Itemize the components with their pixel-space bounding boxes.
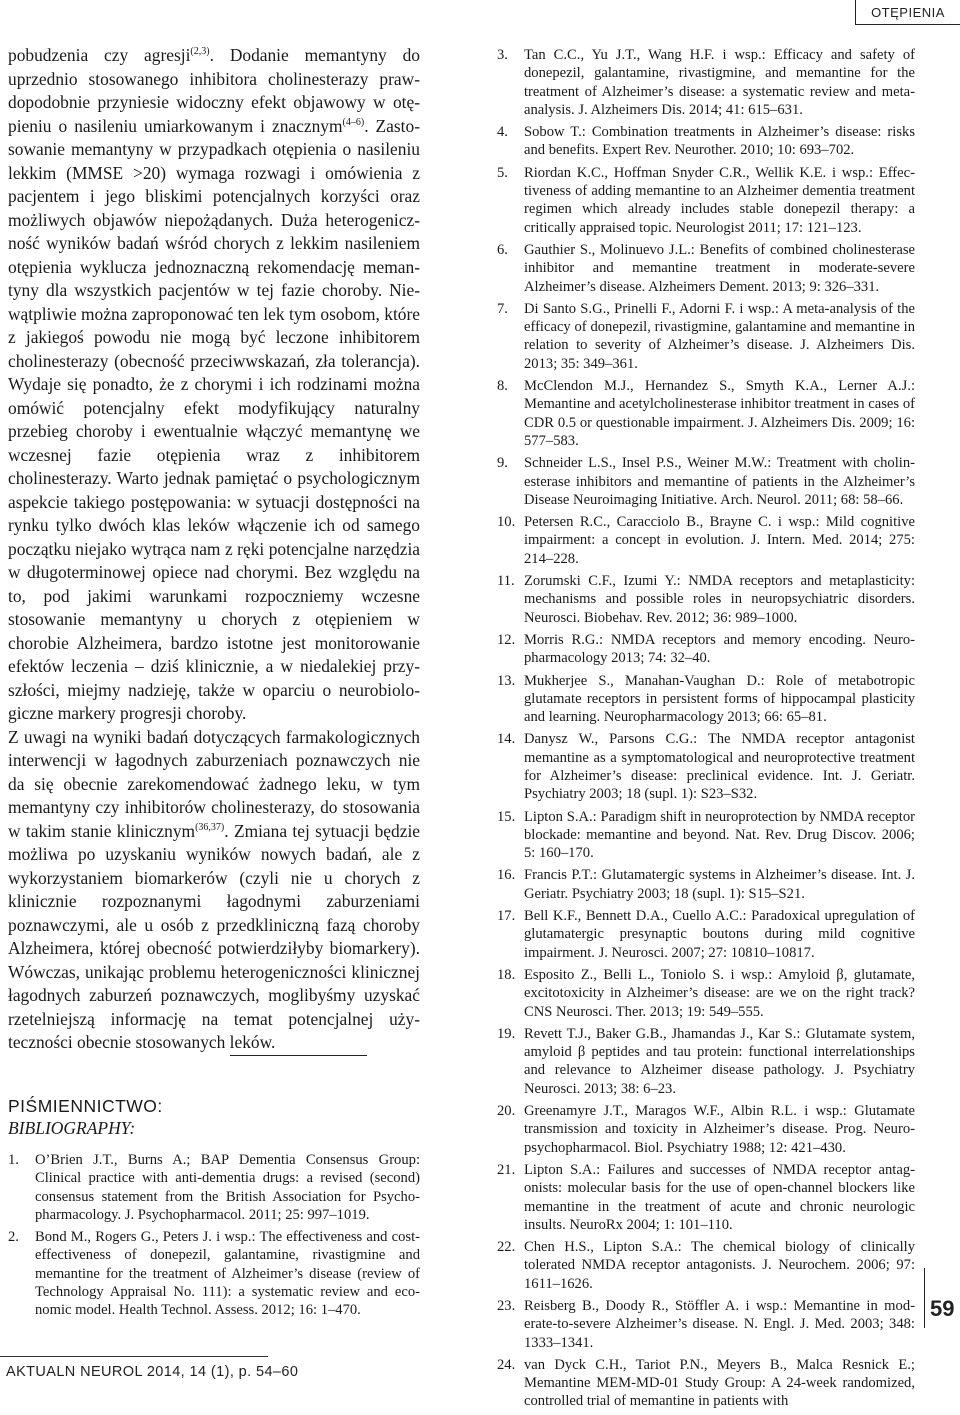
reference-item [497, 572, 915, 627]
body-text [8, 44, 420, 1055]
reference-text: Riordan K.C., Hoffman Snyder C.R., Wellik K.E. i wsp.: Effectiveness of adding memantine to an Alzheimer dementia treatment regimen which already includes stable donepezil therapy: a critically appraised topic. Neurologist 2011; 17: 121–123. [524, 164, 915, 236]
reference-item [497, 631, 915, 668]
reference-item [497, 1102, 915, 1157]
reference-item [497, 123, 915, 160]
footer-rule [0, 1356, 268, 1357]
reference-text: Lipton S.A.: Paradigm shift in neuroprotection by NMDA receptor blockade: memantine and beyond. Nat. Rev. Drug Discov. 2006; 5: 160–170. [524, 808, 915, 862]
reference-item [497, 730, 915, 803]
reference-item [497, 46, 915, 119]
reference-text: Zorumski C.F., Izumi Y.: NMDA receptors and metaplasticity: mechanisms and possible roles in neuropsychiatric disorders. Neurosci. Biobehav. Rev. 2012; 36: 989–1000. [524, 573, 915, 626]
reference-item [497, 513, 915, 568]
bibliography-heading-en: BIBLIOGRAPHY: [8, 1118, 136, 1138]
journal-citation: AKTUALN NEUROL 2014, 14 (1), p. 54–60 [6, 1364, 299, 1380]
reference-text: Petersen R.C., Caracciolo B., Brayne C. i wsp.: Mild cognitive impairment: a concept in evolution. J. Intern. Med. 2014; 275: 214–228. [524, 514, 915, 567]
reference-text: Mukherjee S., Manahan-Vaughan D.: Role of metabotropic glutamate receptors in persistent forms of hippocampal plasticity and learning. Neuropharmacology 2013; 66: 65–81. [524, 672, 915, 726]
reference-number: 8. [497, 378, 508, 395]
reference-item [497, 1161, 915, 1234]
reference-item [497, 1238, 915, 1293]
reference-number: 1. [8, 1152, 19, 1168]
reference-number: 6. [497, 241, 508, 258]
section-title: OTĘPIENIA [871, 4, 945, 20]
reference-text: Morris R.G.: NMDA receptors and memory encoding. Neuropharmacology 2013; 74: 32–40. [524, 631, 915, 667]
reference-text: Chen H.S., Lipton S.A.: The chemical biology of clinically tolerated NMDA receptor antagonists. J. Neurochem. 2006; 97: 1611–1626. [524, 1239, 915, 1292]
citation-superscript: (4–6) [342, 116, 365, 128]
citation-superscript: (36,37) [195, 821, 225, 833]
reference-item [8, 1228, 420, 1319]
reference-item [497, 377, 915, 450]
reference-text: Reisberg B., Doody R., Stöffler A. i wsp.: Memantine in moderate-to-severe Alzheimer’s disease. N. Engl. J. Med. 2003; 348: 1333–1341. [524, 1298, 915, 1351]
reference-number: 17. [497, 908, 516, 925]
reference-text: Sobow T.: Combination treatments in Alzheimer’s disease: risks and benefits. Expert Rev. Neurother. 2010; 10: 693–702. [524, 124, 915, 159]
reference-number: 11. [497, 573, 515, 590]
reference-text: Di Santo S.G., Prinelli F., Adorni F. i wsp.: A meta-analysis of the efficacy of donepezil, rivastigmine, galantamine and memantine in relation to severity of Alzheimer’s disease. J. Alzheimers Dis. 2013; 35: 349–361. [524, 300, 915, 372]
reference-number: 21. [497, 1161, 516, 1178]
reference-item [497, 454, 915, 509]
reference-number: 12. [497, 631, 516, 648]
reference-list-left [8, 1151, 420, 1324]
reference-number: 19. [497, 1025, 516, 1042]
reference-number: 13. [497, 672, 516, 689]
citation-superscript: (2,3) [190, 46, 210, 58]
reference-number: 15. [497, 808, 516, 825]
reference-item [497, 866, 915, 903]
section-header [855, 0, 960, 25]
reference-number: 16. [497, 867, 516, 884]
reference-text: Bell K.F., Bennett D.A., Cuello A.C.: Paradoxical upregulation of glutamatergic presynaptic boutons during mild cognitive impairment. J. Neurosci. 2007; 27: 10810–10817. [524, 908, 915, 961]
section-divider [230, 1055, 367, 1056]
page-number-rule [924, 1268, 925, 1328]
reference-text: Lipton S.A.: Failures and successes of NMDA receptor antagonists: molecular basis for the use of open-channel blockers like memantine in the treatment of acute and chronic neurologic insults. NeuroRx 2004; 1: 101–110. [524, 1161, 915, 1233]
reference-item [497, 164, 915, 237]
page-number: 59 [930, 1296, 955, 1321]
reference-number: 4. [497, 124, 508, 141]
reference-text: Esposito Z., Belli L., Toniolo S. i wsp.: Amyloid β, glutamate, excitotoxicity in Alzheimer’s disease: are we on the right track? CNS Neurosci. Ther. 2013; 19: 549–555. [524, 966, 915, 1020]
reference-number: 14. [497, 731, 516, 748]
reference-text: O’Brien J.T., Burns A.; BAP Dementia Consensus Group: Clinical practice with anti-dementia drugs: a revised (second) consensus statement from the British Association for Psychopharmacology. J. Psychopharmacol. 2011; 25: 997–1019. [35, 1152, 420, 1223]
reference-number: 23. [497, 1298, 516, 1314]
reference-number: 9. [497, 455, 508, 472]
reference-number: 22. [497, 1239, 516, 1256]
bibliography-heading-pl: PIŚMIENNICTWO: [8, 1096, 163, 1116]
reference-text: Greenamyre J.T., Maragos W.F., Albin R.L. i wsp.: Glutamate transmission and toxicity in Alzheimer’s disease. Prog. Neuropsychopharmacol. Biol. Psychiatry 1988; 12: 421–430. [524, 1103, 915, 1156]
reference-text: Danysz W., Parsons C.G.: The NMDA receptor antagonist memantine as a symptomatological and neuroprotective treatment for Alzheimer’s disease: preclinical evidence. Int. J. Geriatr. Psychiatry 2003; 18 (supl. 1): S23–S32. [524, 731, 915, 803]
reference-item [8, 1151, 420, 1224]
reference-item [497, 907, 915, 962]
reference-text: Schneider L.S., Insel P.S., Weiner M.W.: Treatment with cholinesterase inhibitors and memantine of patients in the Alzheimer’s Disease Neuroimaging Initiative. Arch. Neurol. 2011; 68: 58–66. [524, 455, 915, 508]
reference-number: 7. [497, 300, 508, 317]
reference-number: 5. [497, 164, 508, 181]
reference-item [497, 966, 915, 1021]
body-paragraph: Z uwagi na wyniki badań dotyczących farmakologicznych interwencji w łagodnych zaburzeniach poznawczych nie da się obecnie zarekomendować żadnego leku, w tym memantyny czy inhibitorów cholinesterazy, do stosowania w takim stanie klinicznym$^{(36,37)}$. Zmiana tej sytuacji będzie możliwa po uzyskaniu wyników nowych badań, ale z wykorzystaniem biomarkerów (czyli nie u chorych z klinicznie rozpoznanymi łagodnymi zaburzeniami poznawczymi, ale u osób z przedkliniczną fazą choroby Alzheimera, której obecność potwierdziłyby biomarkery). Wówczas, unikając problemu heterogeniczności klinicznej łagodnych zaburzeń poznawczych, moglibyśmy uzyskać rzetelniejszą informację na temat potencjalnej użyteczności obecnie stosowanych leków. [8, 726, 420, 1052]
reference-item [497, 241, 915, 296]
bibliography-heading [8, 1095, 308, 1139]
reference-text: van Dyck C.H., Tariot P.N., Meyers B., Malca Resnick E.; Memantine MEM-MD-01 Study Group: A 24-week randomized, controlled trial of memantine in patients with [524, 1356, 915, 1410]
reference-item [497, 1025, 915, 1098]
reference-text: Tan C.C., Yu J.T., Wang H.F. i wsp.: Efficacy and safety of donepezil, galantamine, rivastigmine, and memantine for the treatment of Alzheimer’s disease: a systematic review and meta-analysis. J. Alzheimers Dis. 2014; 41: 615–631. [524, 47, 915, 118]
reference-number: 10. [497, 514, 516, 531]
reference-text: Revett T.J., Baker G.B., Jhamandas J., Kar S.: Glutamate system, amyloid β peptides and tau protein: functional interrelationships and relevance to Alzheimer disease pathology. J. Psychiatry Neurosci. 2013; 38: 6–23. [524, 1025, 915, 1097]
body-paragraph: pobudzenia czy agresji$^{(2,3)}$. Dodanie memantyny do uprzednio stosowanego inhibitora cholinesterazy prawdopodobnie przyniesie widoczny efekt objawowy w otępieniu o nasileniu umiarkowanym i znacznym$^{(4-6)}$. Zastosowanie memantyny w przypadkach otępienia o nasileniu lekkim (MMSE >20) wymaga rozwagi i omówienia z pacjentem i jego bliskimi potencjalnych korzyści oraz możliwych objawów niepożądanych. Duża heterogeniczność wyników badań wśród chorych z lekkim nasileniem otępienia wyklucza jednoznaczną rekomendację memantyny dla wszystkich pacjentów w tej fazie choroby. Niewątpliwie można zaproponować ten lek tym osobom, które z jakiegoś powodu nie mogą być leczone inhibitorem cholinesterazy (obecność przeciwwskazań, zła tolerancja). Wydaje się ponadto, że z chorymi i ich rodzinami można omówić potencjalny efekt modyfikujący naturalny przebieg choroby i ewentualnie włączyć memantynę we wczesnej fazie otępienia wraz z inhibitorem cholinesterazy. Warto jednak pamiętać o psychologicznym aspekcie takiego postępowania: w sytuacji dostępności na rynku tylko dwóch klas leków włączenie ich od samego początku niejako wytrąca nam z ręki potencjalne narzędzia w długoterminowej opiece nad chorymi. Bez względu na to, pod jakimi warunkami rozpoczniemy wczesne stosowanie memantyny u chorych z otępieniem w chorobie Alzheimera, bardzo istotne jest monitorowanie efektów leczenia – dziś klinicznie, a w niedalekiej przyszłości, miejmy nadzieję, także w oparciu o neurobiologiczne markery progresji choroby. [8, 45, 420, 723]
reference-number: 24. [497, 1356, 516, 1373]
reference-item [497, 1356, 915, 1411]
reference-number: 18. [497, 966, 516, 983]
reference-number: 3. [497, 47, 508, 63]
reference-item [497, 300, 915, 373]
reference-item [497, 1297, 915, 1352]
reference-text: Francis P.T.: Glutamatergic systems in Alzheimer’s disease. Int. J. Geriatr. Psychiatry 2003; 18 (supl. 1): S15–S21. [524, 867, 915, 902]
reference-list-right [497, 46, 915, 1415]
reference-number: 2. [8, 1229, 19, 1246]
reference-item [497, 808, 915, 863]
reference-text: McClendon M.J., Hernandez S., Smyth K.A., Lerner A.J.: Memantine and acetylcholinesterase inhibitor treatment in cases of CDR 0.5 or questionable impairment. J. Alzheimers Dis. 2009; 16: 577–583. [524, 378, 915, 449]
reference-text: Bond M., Rogers G., Peters J. i wsp.: The effectiveness and cost-effectiveness of donepezil, galantamine, rivastigmine and memantine for the treatment of Alzheimer’s disease (review of Technology Appraisal No. 111): a systematic review and economic model. Health Technol. Assess. 2012; 16: 1–470. [35, 1229, 420, 1319]
reference-number: 20. [497, 1103, 516, 1120]
reference-text: Gauthier S., Molinuevo J.L.: Benefits of combined cholinesterase inhibitor and memantine treatment in moderate-severe Alzheimer’s disease. Alzheimers Dement. 2013; 9: 326–331. [524, 241, 915, 295]
reference-item [497, 672, 915, 727]
